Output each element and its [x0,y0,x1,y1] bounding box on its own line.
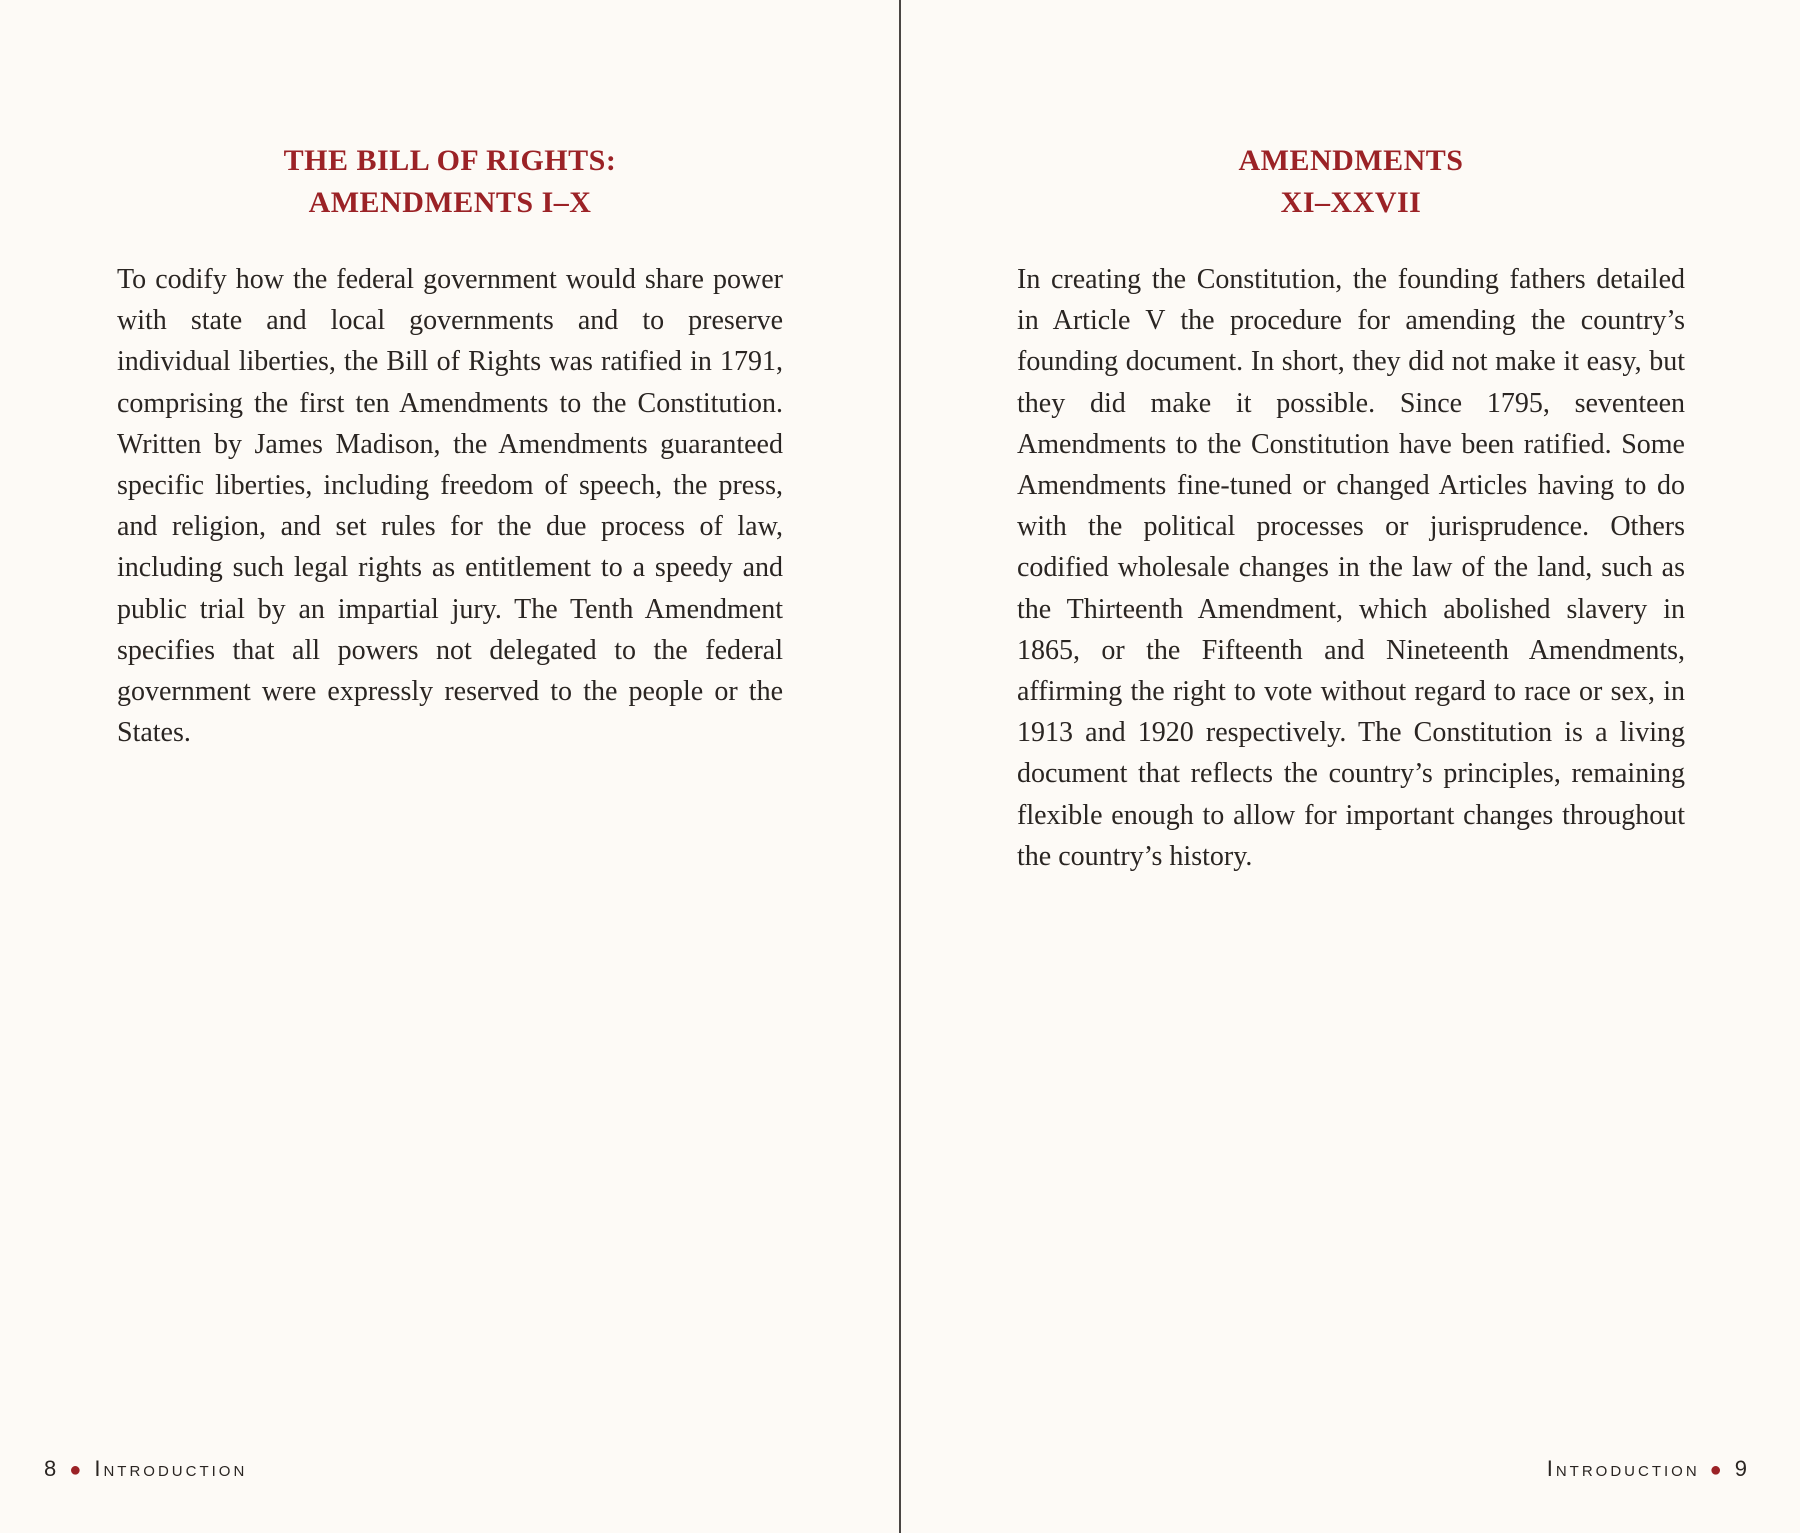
right-heading-line1: AMENDMENTS [1238,144,1464,177]
right-footer-section: Introduction [1546,1456,1700,1481]
right-footer [1547,1456,1750,1482]
left-page-heading [117,140,783,224]
left-body-text: To codify how the federal government would share power with state and local governments and to preserve individual liberties, the Bill of Rights was ratified in 1791, comprising the first ten Amendments to the Constitution. Written by James Madison, the Amendments guaranteed specific liberties, including freedom of speech, the press, and religion, and set rules for the due process of law, including such legal rights as entitlement to a speedy and public trial by an impartial jury. The Tenth Amendment specifies that all powers not delegated to the federal government were expressly reserved to the people or the States. [117,264,783,749]
left-heading-line2: AMENDMENTS I–X [308,186,592,219]
left-heading-line1: THE BILL OF RIGHTS: [283,144,617,177]
right-heading-line2: XI–XXVII [1280,186,1422,219]
bullet-icon: ● [69,1459,85,1481]
page-gutter [899,0,901,1533]
left-footer-section: Introduction [94,1456,248,1481]
bullet-icon: ● [1709,1459,1725,1481]
right-page-number: 9 [1734,1456,1750,1481]
right-page [902,0,1800,1533]
right-page-heading [1017,140,1685,224]
left-page [0,0,899,1533]
left-footer [44,1456,247,1482]
right-body-text: In creating the Constitution, the founding fathers detailed in Article V the procedure for amending the country’s founding document. In short, they did not make it easy, but they did make it possible. Since 1795, seventeen Amendments to the Constitution have been ratified. Some Amendments fine-tuned or changed Articles having to do with the political processes or jurisprudence. Others codified wholesale changes in the law of the land, such as the Thirteenth Amendment, which abolished slavery in 1865, or the Fifteenth and Nineteenth Amendments, affirming the right to vote without regard to race or sex, in 1913 and 1920 respectively. The Constitution is a living document that reflects the country’s principles, remaining flexible enough to allow for important changes throughout the country’s history. [1017,264,1685,872]
left-page-number: 8 [44,1456,60,1481]
